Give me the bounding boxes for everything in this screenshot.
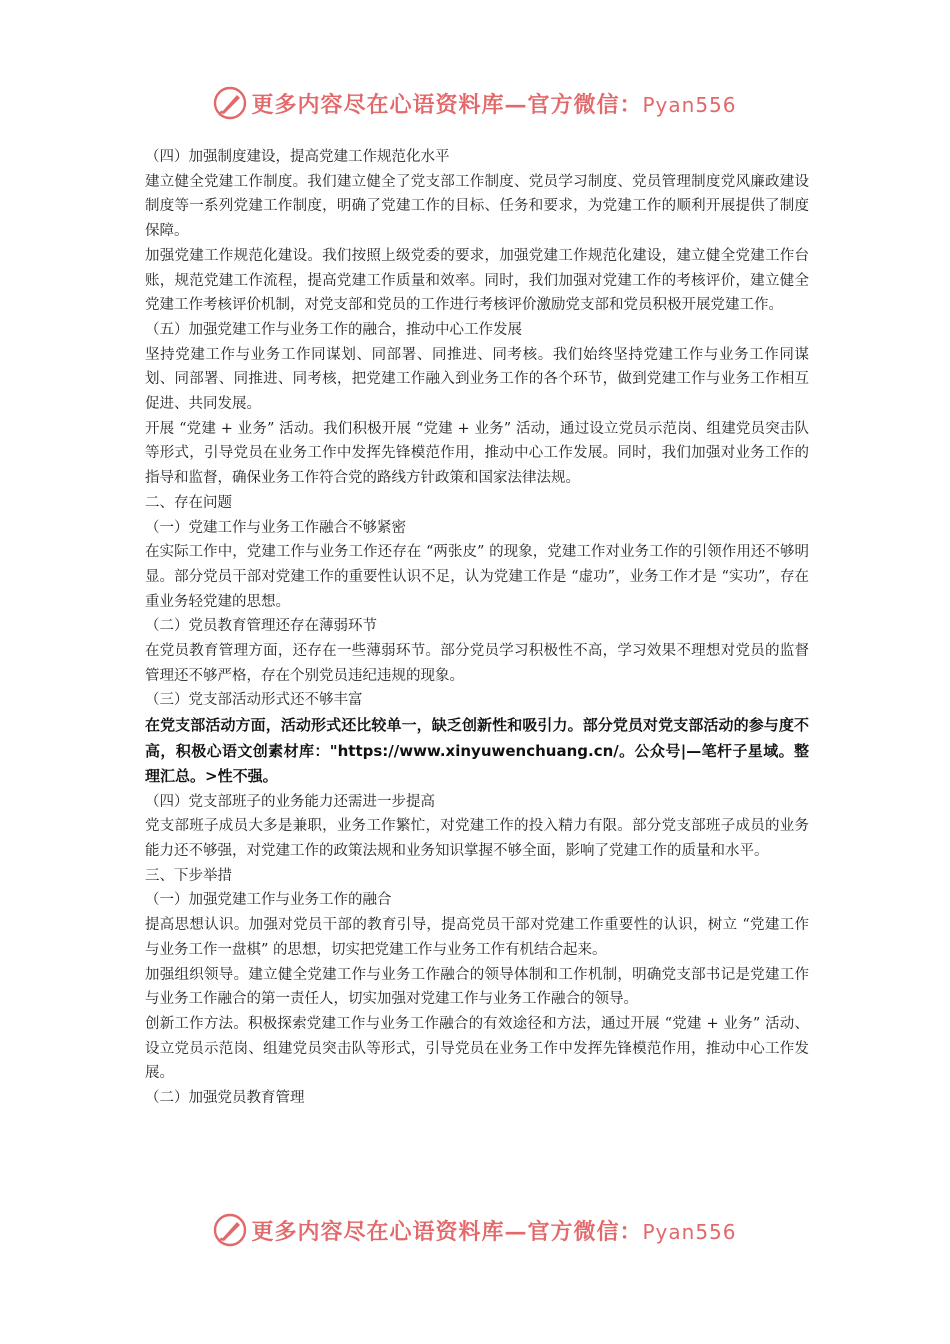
banner-text: 更多内容尽在心语资料库—官方微信：Pyan556 (251, 91, 737, 118)
document-body (145, 145, 809, 1111)
quill-logo-icon (213, 1213, 247, 1247)
section-heading: 二、存在问题 (145, 494, 232, 511)
section-heading: （一）加强党建工作与业务工作的融合 (145, 892, 392, 909)
section-heading: （二）党员教育管理还存在薄弱环节 (145, 618, 377, 635)
section-heading: （三）党支部活动形式还不够丰富 (145, 692, 363, 709)
section-heading: 三、下步举措 (145, 867, 232, 884)
paragraph: 在党员教育管理方面，还存在一些薄弱环节。部分党员学习积极性不高，学习效果不理想对党员的监督管理还不够严格，存在个别党员违纪违规的现象。 (145, 643, 809, 684)
bold-paragraph: 在党支部活动方面，活动形式还比较单一，缺乏创新性和吸引力。部分党员对党支部活动的参与度不高，积极心语文创素材库："https://www.xinyuwenchuang.cn/。公众号|—笔杆子星域。整理汇总。>性不强。 (145, 716, 809, 786)
section-heading: （二）加强党员教育管理 (145, 1090, 305, 1107)
paragraph: 创新工作方法。积极探索党建工作与业务工作融合的有效途径和方法，通过开展 “党建 + 业务” 活动、设立党员示范岗、组建党员突击队等形式，引导党员在业务工作中发挥先锋模范作用，推动中心工作发展。 (145, 1016, 809, 1082)
quill-logo-icon (213, 86, 247, 120)
paragraph: 加强组织领导。建立健全党建工作与业务工作融合的领导体制和工作机制，明确党支部书记是党建工作与业务工作融合的第一责任人，切实加强对党建工作与业务工作融合的领导。 (145, 966, 809, 1008)
header-banner (0, 78, 950, 128)
paragraph: 坚持党建工作与业务工作同谋划、同部署、同推进、同考核。我们始终坚持党建工作与业务工作同谋划、同部署、同推进、同考核，把党建工作融入到业务工作的各个环节，做到党建工作与业务工作相互促进、共同发展。 (145, 346, 809, 413)
paragraph: 提高思想认识。加强对党员干部的教育引导，提高党员干部对党建工作重要性的认识，树立 “党建工作与业务工作一盘棋” 的思想，切实把党建工作与业务工作有机结合起来。 (145, 917, 809, 958)
paragraph: 加强党建工作规范化建设。我们按照上级党委的要求，加强党建工作规范化建设，建立健全党建工作台账，规范党建工作流程，提高党建工作质量和效率。同时，我们加强对党建工作的考核评价，建立健全党建工作考核评价机制，对党支部和党员的工作进行考核评价激励党支部和党员积极开展党建工作。 (145, 247, 809, 314)
section-heading: （四）党支部班子的业务能力还需进一步提高 (145, 793, 435, 810)
section-heading: （五）加强党建工作与业务工作的融合，推动中心工作发展 (145, 321, 522, 338)
paragraph: 党支部班子成员大多是兼职，业务工作繁忙，对党建工作的投入精力有限。部分党支部班子成员的业务能力还不够强，对党建工作的政策法规和业务知识掌握不够全面，影响了党建工作的质量和水平。 (145, 818, 809, 860)
footer-banner (0, 1205, 950, 1255)
paragraph: 在实际工作中，党建工作与业务工作还存在 “两张皮” 的现象，党建工作对业务工作的引领作用还不够明显。部分党员干部对党建工作的重要性认识不足，认为党建工作是 “虚功”，业务工作才是 “实功”，存在重业务轻党建的思想。 (145, 544, 809, 610)
banner-text: 更多内容尽在心语资料库—官方微信：Pyan556 (251, 1218, 737, 1245)
section-heading: （一）党建工作与业务工作融合不够紧密 (145, 519, 406, 536)
section-heading: （四）加强制度建设，提高党建工作规范化水平 (145, 149, 450, 165)
paragraph: 建立健全党建工作制度。我们建立健全了党支部工作制度、党员学习制度、党员管理制度党风廉政建设制度等一系列党建工作制度，明确了党建工作的目标、任务和要求，为党建工作的顺利开展提供了制度保障。 (145, 173, 809, 240)
paragraph: 开展 “党建 + 业务” 活动。我们积极开展 “党建 + 业务” 活动，通过设立党员示范岗、组建党员突击队等形式，引导党员在业务工作中发挥先锋模范作用，推动中心工作发展。同时，我们加强对业务工作的指导和监督，确保业务工作符合党的路线方针政策和国家法律法规。 (145, 420, 809, 487)
